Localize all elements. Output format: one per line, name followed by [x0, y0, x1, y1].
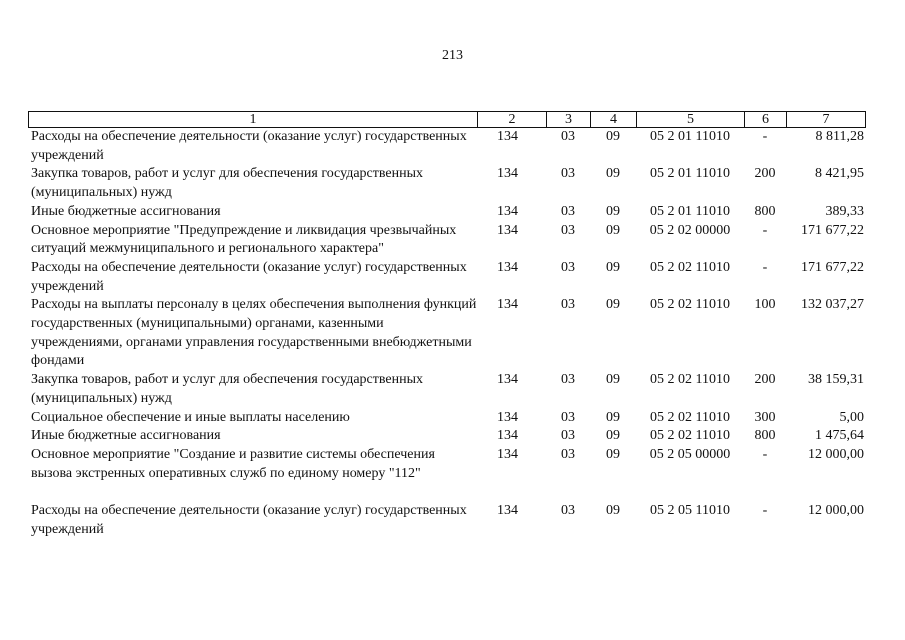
row-section: 03: [561, 203, 575, 219]
row-name: Расходы на обеспечение деятельности (оказание услуг) государственных учреждений: [31, 259, 467, 294]
row-name: Расходы на обеспечение деятельности (оказание услуг) государственных учреждений: [31, 503, 467, 538]
row-expense-type: 800: [754, 203, 776, 219]
row-target-item: 05 2 05 11010: [650, 503, 730, 519]
row-code-ministry: 134: [497, 129, 518, 144]
row-name: Основное мероприятие "Создание и развитие системы обеспечения вызова экстренных оперативных служб по единому номеру "112": [31, 446, 435, 481]
table-row: [28, 427, 866, 446]
table-row: [28, 409, 866, 428]
row-expense-type: 300: [754, 409, 776, 425]
row-subsection: 09: [606, 259, 620, 275]
row-name: Основное мероприятие "Предупреждение и ликвидация чрезвычайных ситуаций межмуниципального и регионального характера": [31, 222, 457, 257]
row-expense-type: -: [762, 259, 768, 275]
header-col-4: 4: [591, 112, 637, 127]
row-code-ministry: 134: [497, 428, 518, 444]
row-target-item: 05 2 02 11010: [650, 428, 730, 444]
row-amount: 1 475,64: [815, 428, 864, 444]
row-code-ministry: 134: [497, 409, 518, 425]
row-name: Закупка товаров, работ и услуг для обеспечения государственных (муниципальных) нужд: [31, 372, 424, 406]
header-col-6: 6: [745, 112, 787, 127]
table-row: [28, 502, 866, 539]
row-section: 03: [561, 446, 575, 462]
row-subsection: 09: [606, 129, 620, 144]
table-row: [28, 203, 866, 222]
row-name: Закупка товаров, работ и услуг для обеспечения государственных (муниципальных) нужд: [31, 166, 424, 201]
row-section: 03: [561, 503, 575, 519]
row-code-ministry: 134: [497, 446, 518, 462]
row-subsection: 09: [606, 446, 620, 462]
row-section: 03: [561, 129, 575, 144]
row-expense-type: 100: [754, 297, 776, 313]
row-target-item: 05 2 02 00000: [649, 222, 731, 238]
row-code-ministry: 134: [497, 222, 518, 238]
table-row: [28, 259, 866, 296]
row-amount: 8 421,95: [815, 166, 864, 182]
row-expense-type: -: [762, 503, 768, 519]
row-section: 03: [561, 259, 575, 275]
row-subsection: 09: [606, 409, 620, 425]
row-subsection: 09: [606, 297, 620, 313]
row-amount: 8 811,28: [815, 129, 864, 144]
table-row: [28, 128, 866, 165]
row-expense-type: 800: [754, 428, 776, 444]
row-name: Иные бюджетные ассигнования: [31, 203, 221, 219]
row-section: 03: [561, 222, 575, 238]
row-code-ministry: 134: [497, 297, 518, 313]
row-expense-type: 200: [754, 166, 776, 182]
row-section: 03: [561, 297, 575, 313]
row-amount: 389,33: [825, 203, 864, 219]
row-expense-type: -: [762, 129, 768, 144]
row-code-ministry: 134: [497, 259, 518, 275]
row-amount: 132 037,27: [801, 297, 864, 313]
row-target-item: 05 2 01 11010: [650, 203, 730, 219]
table-row: [28, 296, 866, 371]
row-expense-type: 200: [754, 372, 776, 388]
header-col-5: 5: [637, 112, 745, 127]
row-amount: 38 159,31: [808, 372, 864, 388]
row-expense-type: -: [762, 222, 768, 238]
row-amount: 12 000,00: [808, 446, 864, 462]
row-section: 03: [561, 372, 575, 388]
row-target-item: 05 2 02 11010: [650, 372, 730, 388]
page-number: 213: [442, 48, 463, 63]
header-col-1: 1: [29, 112, 478, 127]
header-col-3: 3: [547, 112, 591, 127]
row-amount: 12 000,00: [808, 503, 864, 519]
row-code-ministry: 134: [497, 203, 518, 219]
table-body: [28, 128, 866, 540]
row-name: Иные бюджетные ассигнования: [31, 428, 221, 444]
row-target-item: 05 2 02 11010: [650, 297, 730, 313]
row-subsection: 09: [606, 428, 620, 444]
row-name: Расходы на обеспечение деятельности (оказание услуг) государственных учреждений: [31, 129, 467, 163]
row-section: 03: [561, 409, 575, 425]
row-section: 03: [561, 428, 575, 444]
row-amount: 171 677,22: [801, 259, 864, 275]
row-target-item: 05 2 02 11010: [650, 409, 730, 425]
row-name: Социальное обеспечение и иные выплаты населению: [31, 409, 350, 425]
row-expense-type: -: [762, 446, 768, 462]
row-amount: 171 677,22: [801, 222, 864, 238]
row-subsection: 09: [606, 166, 620, 182]
row-code-ministry: 134: [497, 503, 518, 519]
row-code-ministry: 134: [497, 166, 518, 182]
row-target-item: 05 2 02 11010: [650, 259, 730, 275]
table-row: [28, 222, 866, 259]
table-header: [28, 111, 866, 128]
row-section: 03: [561, 166, 575, 182]
row-subsection: 09: [606, 372, 620, 388]
row-target-item: 05 2 01 11010: [650, 129, 730, 144]
header-col-2: 2: [478, 112, 547, 127]
row-subsection: 09: [606, 222, 620, 238]
row-code-ministry: 134: [497, 372, 518, 388]
row-target-item: 05 2 05 00000: [649, 446, 731, 462]
row-name: Расходы на выплаты персоналу в целях обеспечения выполнения функций государственных (муниципальными) органами, казенными учреждениями, органами управления государственными внебюджетными фондами: [31, 297, 477, 369]
table-row: [28, 446, 866, 483]
table-row: [28, 165, 866, 202]
table-row: [28, 371, 866, 408]
row-subsection: 09: [606, 203, 620, 219]
row-amount: 5,00: [839, 409, 864, 425]
row-subsection: 09: [606, 503, 620, 519]
row-target-item: 05 2 01 11010: [650, 166, 730, 182]
header-col-7: 7: [822, 112, 830, 127]
